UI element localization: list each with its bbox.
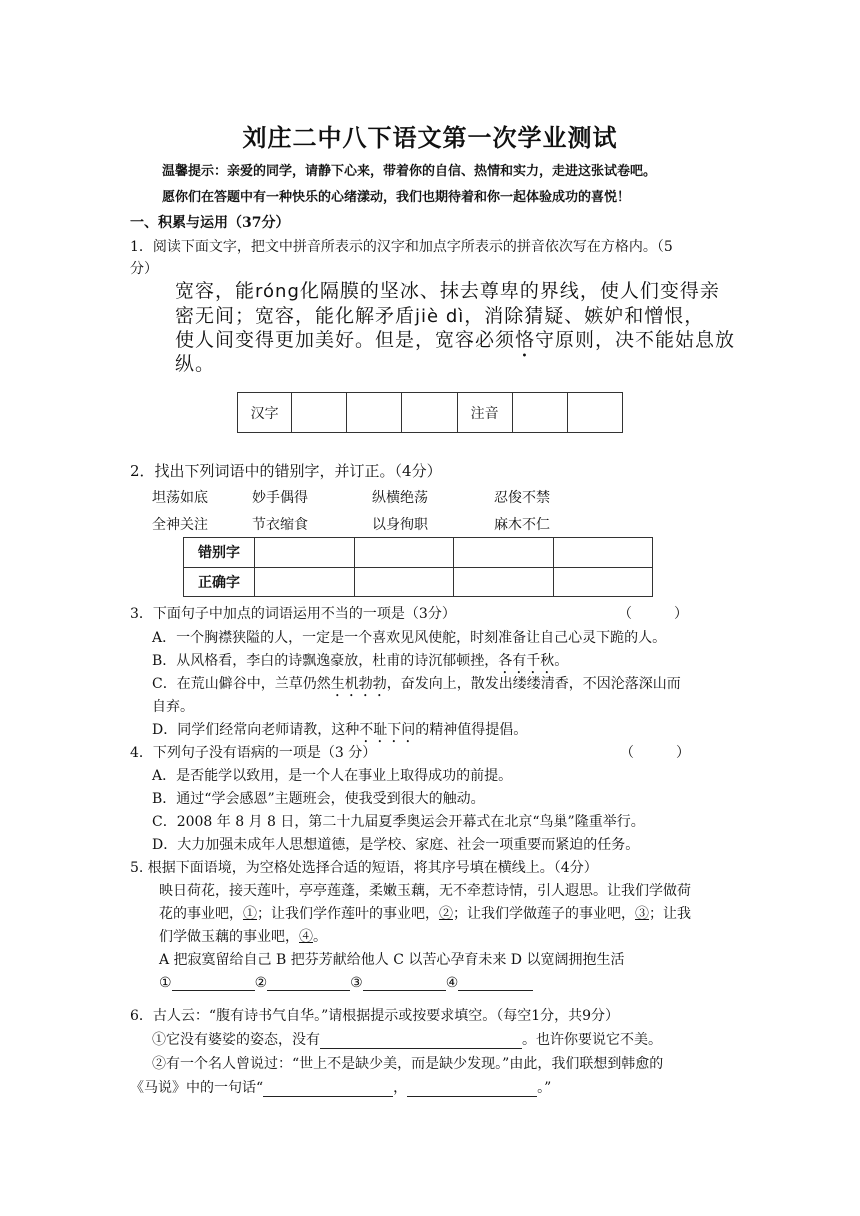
answer-blank[interactable]: [407, 1080, 537, 1097]
q6-item-1: [152, 1029, 662, 1049]
answer-number: ③: [350, 975, 363, 991]
answer-cell[interactable]: [292, 393, 347, 433]
dotted-char: 恪: [515, 329, 536, 351]
passage-text: 化隔膜的坚冰、抹去尊卑的界线，使人们变得亲: [299, 280, 720, 302]
blank-marker: ④: [299, 929, 313, 945]
answer-blank[interactable]: [458, 974, 533, 991]
passage-text: 密无间；宽容，能化解矛盾: [175, 305, 416, 327]
q5-context-line3: [159, 926, 327, 946]
table-label-zhuyin: 注音: [457, 393, 512, 433]
q1-passage-line1: [175, 276, 720, 303]
passage-text: 守原则，决不能姑息放: [535, 329, 736, 351]
row-label-correct: 正确字: [184, 567, 255, 597]
answer-cell[interactable]: [454, 567, 554, 597]
answer-cell[interactable]: [347, 393, 402, 433]
q3-answer-paren[interactable]: （ ）: [618, 606, 688, 622]
q3-option-a: A．一个胸襟狭隘的人，一定是一个喜欢见风使舵，时刻准备让自己心灵下跪的人。: [152, 630, 667, 646]
blank-marker: ③: [635, 906, 649, 922]
context-text: 。: [313, 929, 327, 945]
q1-stem-line1: 1．阅读下面文字，把文中拼音所表示的汉字和加点字所表示的拼音依次写在方格内。（5: [130, 239, 673, 255]
item-text: 。”: [537, 1080, 552, 1096]
item-text: 《马说》中的一句话“: [130, 1080, 264, 1096]
page-title: 刘庄二中八下语文第一次学业测试: [242, 123, 618, 152]
q1-passage-line4: 纵。: [175, 353, 216, 375]
answer-cell[interactable]: [354, 538, 454, 568]
answer-blank[interactable]: [263, 1080, 393, 1097]
blank-marker: ①: [243, 906, 257, 922]
q6-item-2-line2: [130, 1077, 551, 1097]
answer-cell[interactable]: [567, 393, 622, 433]
dotted-phrase: 生机勃勃: [330, 676, 387, 692]
q2-answer-table: [183, 537, 653, 597]
answer-blank[interactable]: [267, 974, 350, 991]
context-text: ；让我们学作莲叶的事业吧，: [257, 906, 439, 922]
q6-item-2-line1: ②有一个名人曾说过：“世上不是缺少美，而是缺少发现。”由此，我们联想到韩愈的: [152, 1056, 664, 1072]
item-text: 。也许你要说它不美。: [522, 1032, 662, 1048]
context-text: ；让我: [649, 906, 691, 922]
q6-stem: 6．古人云：“腹有诗书气自华。”请根据提示或按要求填空。（每空1分，共9分）: [130, 1008, 620, 1024]
item-text: ①它没有婆娑的姿态，没有: [152, 1032, 320, 1048]
answer-cell[interactable]: [255, 538, 355, 568]
context-text: 们学做玉藕的事业吧，: [159, 929, 299, 945]
pinyin-rong: róng: [255, 281, 300, 302]
option-text: B．从风格看，李白的诗飘逸豪放，杜甫的诗沉郁顿挫，: [152, 653, 499, 669]
q1-passage-line2: [175, 301, 704, 328]
answer-cell[interactable]: [402, 393, 457, 433]
q2-word: 纵横绝荡: [372, 490, 428, 506]
q2-word: 全神关注: [152, 517, 208, 533]
answer-cell[interactable]: [255, 567, 355, 597]
q2-stem: 2．找出下列词语中的错别字，并订正。（4分）: [130, 462, 442, 480]
q4-option-d: D．大力加强未成年人思想道德，是学校、家庭、社会一项重要而紧迫的任务。: [152, 837, 640, 853]
q4-option-a: A．是否能学以致用，是一个人在事业上取得成功的前提。: [152, 768, 513, 784]
item-text: ，: [393, 1080, 408, 1096]
q3-option-c: [152, 673, 681, 700]
tip-line-1: 温馨提示：亲爱的同学，请静下心来，带着你的自信、热情和实力，走进这张试卷吧。: [162, 164, 657, 179]
q2-word: 妙手偶得: [252, 490, 308, 506]
q2-word: 忍俊不禁: [494, 490, 550, 506]
q4-option-b: B．通过“学会感恩”主题班会，使我受到很大的触动。: [152, 791, 485, 807]
q1-answer-table: [237, 392, 623, 433]
q2-word: 节衣缩食: [252, 517, 308, 533]
q5-stem: 5. 根据下面语境，为空格处选择合适的短语，将其序号填在横线上。（4分）: [130, 860, 598, 876]
q1-stem-line2: 分）: [130, 261, 158, 277]
pinyin-jiedi: jiè dì: [415, 306, 465, 327]
answer-cell[interactable]: [553, 567, 653, 597]
q5-answer-line: [159, 974, 533, 991]
answer-blank[interactable]: [320, 1032, 522, 1049]
option-text: 的精神值得提倡。: [415, 722, 528, 738]
context-text: ；让我们学做莲子的事业吧，: [453, 906, 635, 922]
dotted-phrase: 不耻下问: [359, 722, 416, 738]
passage-text: 使人间变得更加美好。但是，宽容必须: [175, 329, 516, 351]
option-text: C．在荒山僻谷中，兰草仍然: [152, 676, 331, 692]
context-text: 花的事业吧，: [159, 906, 243, 922]
section-heading: 一、积累与运用（37分）: [130, 215, 290, 231]
table-label-hanzi: 汉字: [238, 393, 292, 433]
option-text: D．同学们经常向老师请教，这种: [152, 722, 360, 738]
option-text: ，奋发向上，散发出缕缕清香，不因沦落深山而: [386, 676, 681, 692]
q3-stem: 3．下面句子中加点的词语运用不当的一项是（3分）: [130, 606, 456, 622]
answer-cell[interactable]: [512, 393, 567, 433]
passage-text: ，消除猜疑、嫉妒和憎恨，: [464, 305, 705, 327]
answer-cell[interactable]: [354, 567, 454, 597]
q5-options: A 把寂寞留给自己 B 把芬芳献给他人 C 以苦心孕育未来 D 以宽阔拥抱生活: [159, 952, 625, 968]
tip-line-2: 愿你们在答题中有一种快乐的心绪漾动，我们也期待着和你一起体验成功的喜悦！: [162, 190, 631, 205]
q4-answer-paren[interactable]: （ ）: [620, 745, 690, 761]
answer-number: ④: [445, 975, 459, 991]
dotted-phrase: 各有千秋: [498, 653, 555, 669]
q2-word: 坦荡如底: [152, 490, 208, 506]
row-label-wrong: 错别字: [184, 538, 255, 568]
answer-cell[interactable]: [454, 538, 554, 568]
answer-blank[interactable]: [172, 974, 255, 991]
q5-context-line1: 映日荷花，接天莲叶，亭亭莲蓬，柔嫩玉藕，无不牵惹诗情，引人遐思。让我们学做荷: [159, 883, 691, 899]
q2-word: 麻木不仁: [494, 517, 550, 533]
q4-stem: 4．下列句子没有语病的一项是（3 分）: [130, 745, 377, 761]
q2-word: 以身徇职: [372, 517, 428, 533]
answer-cell[interactable]: [553, 538, 653, 568]
q5-context-line2: [159, 903, 691, 923]
option-text: 。: [554, 653, 569, 669]
answer-number: ①: [159, 975, 172, 991]
answer-blank[interactable]: [363, 974, 446, 991]
q1-passage-line3: [175, 325, 735, 362]
q4-option-c: C．2008 年 8 月 8 日，第二十九届夏季奥运会开幕式在北京“鸟巢”隆重举行。: [152, 814, 645, 830]
blank-marker: ②: [439, 906, 453, 922]
passage-text: 宽容，能: [175, 280, 256, 302]
answer-number: ②: [254, 975, 268, 991]
q3-option-c-line2: 自弃。: [152, 699, 194, 715]
